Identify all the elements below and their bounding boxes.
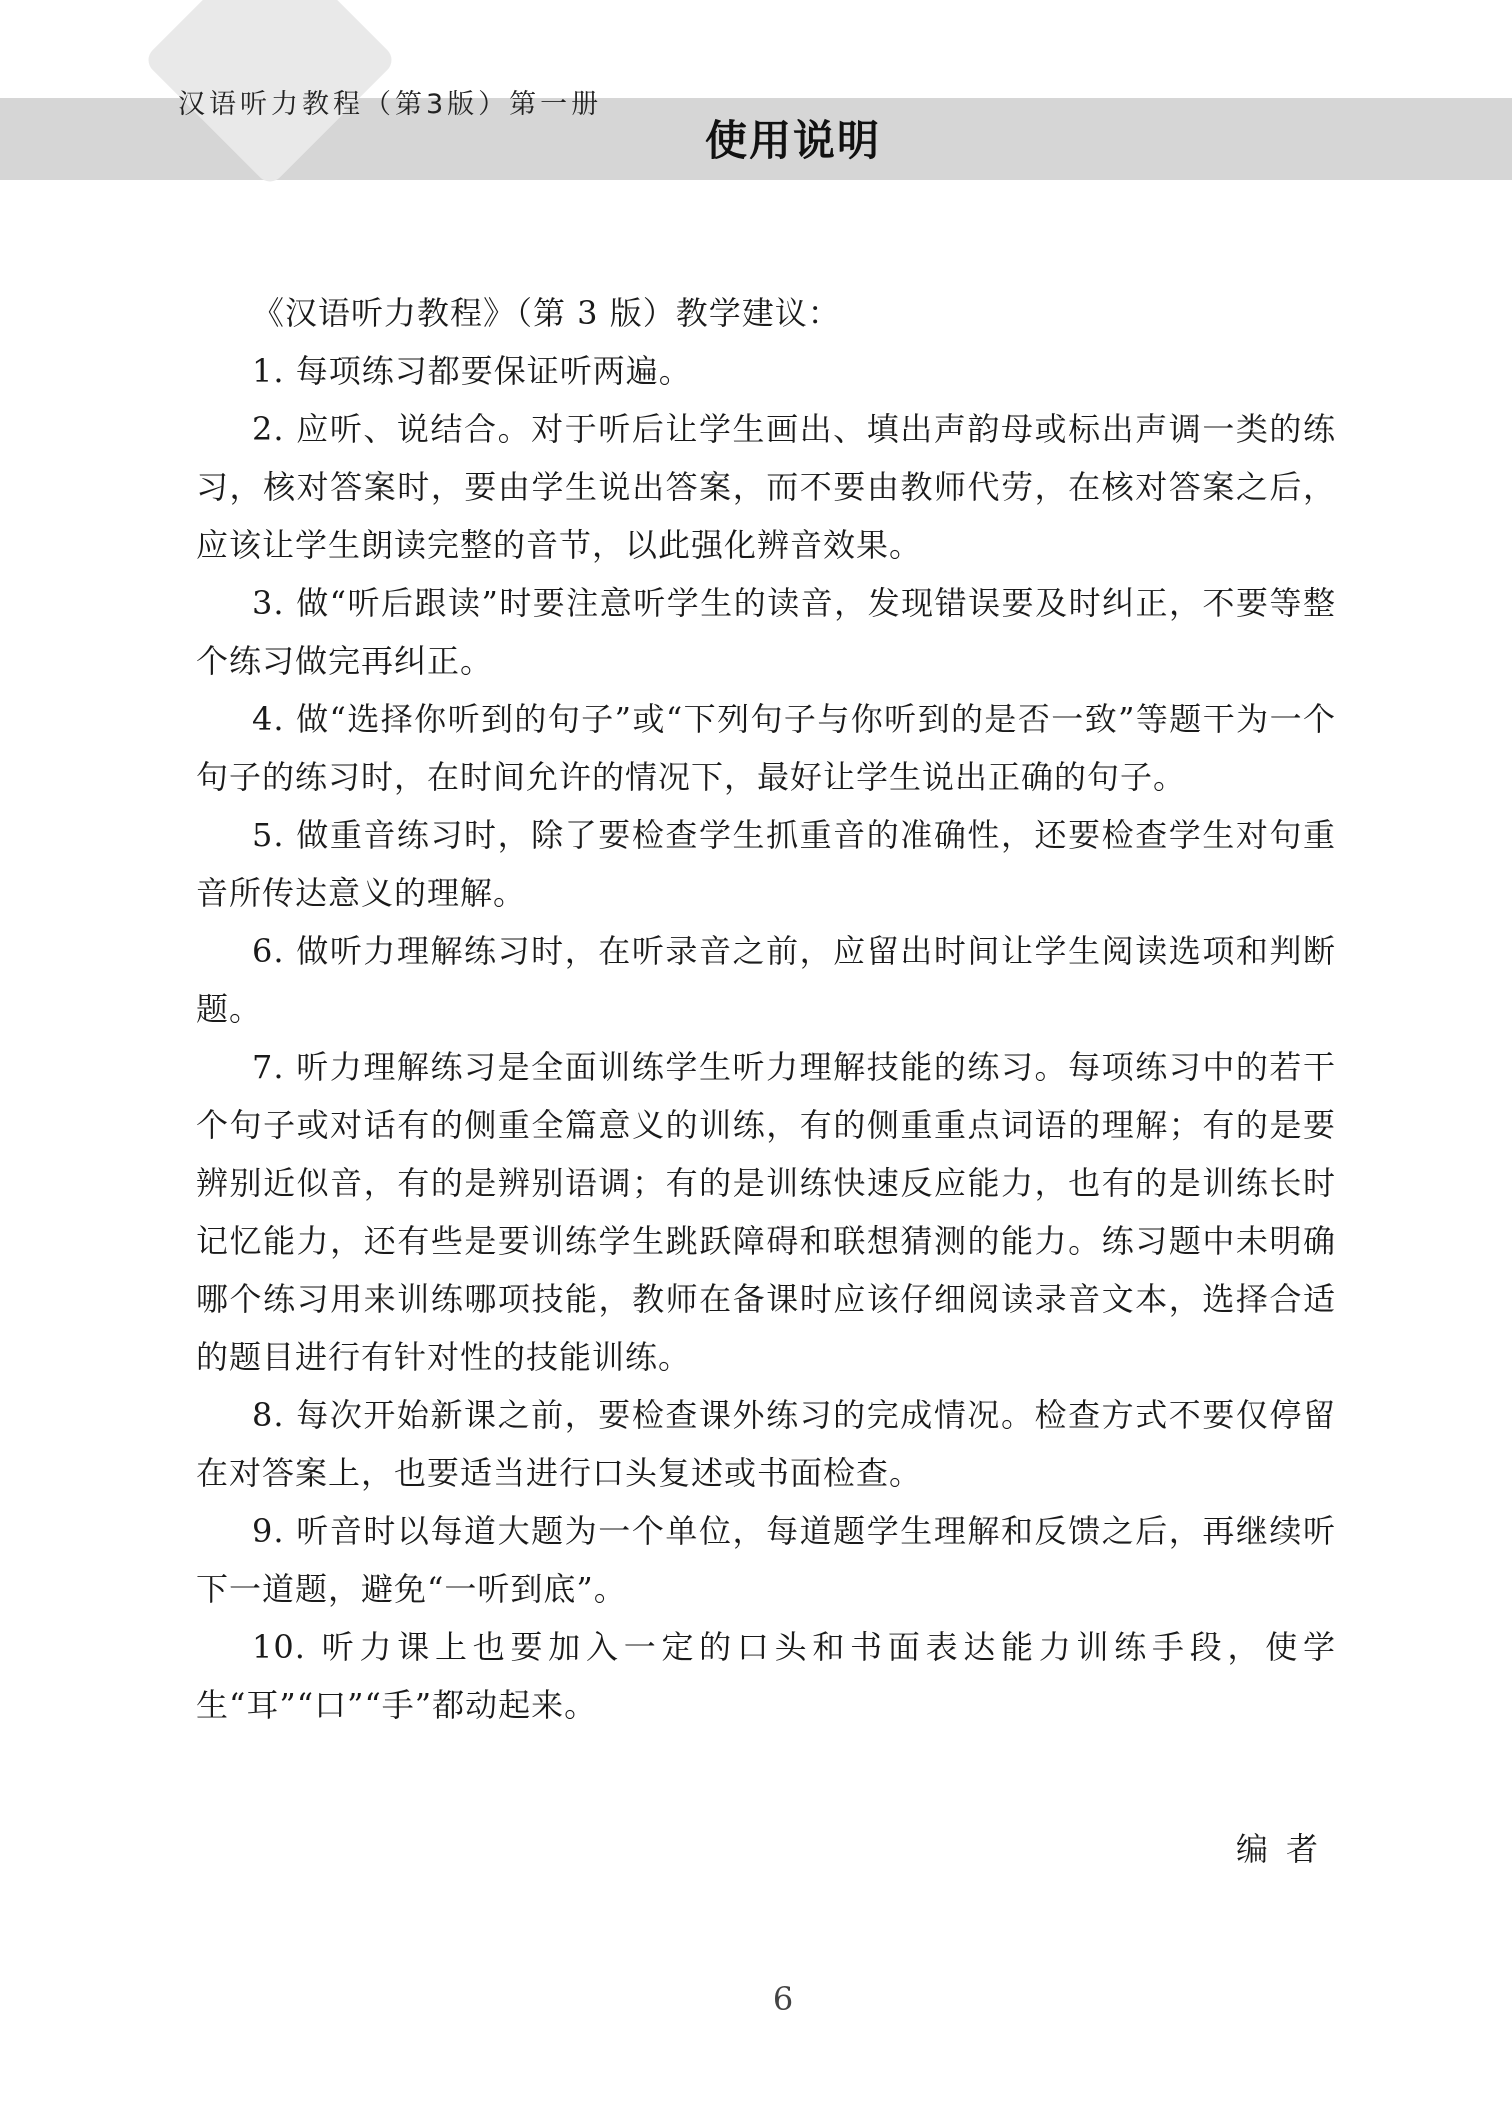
suggestion-1: 1. 每项练习都要保证听两遍。 — [252, 352, 692, 390]
author-signature: 编者 — [1235, 1830, 1336, 1868]
suggestion-5: 5. 做重音练习时，除了要检查学生抓重音的准确性，还要检查学生对句重音所传达意义的理解。 — [196, 816, 1336, 912]
suggestion-2: 2. 应听、说结合。对于听后让学生画出、填出声韵母或标出声调一类的练习，核对答案时，要由学生说出答案，而不要由教师代劳，在核对答案之后，应该让学生朗读完整的音节，以此强化辨音效果。 — [196, 410, 1336, 564]
suggestion-6: 6. 做听力理解练习时，在听录音之前，应留出时间让学生阅读选项和判断题。 — [196, 932, 1336, 1028]
section-title: 使用说明 — [704, 116, 881, 165]
suggestion-9: 9. 听音时以每道大题为一个单位，每道题学生理解和反馈之后，再继续听下一道题，避免“一听到底”。 — [196, 1512, 1336, 1608]
suggestion-10: 10. 听力课上也要加入一定的口头和书面表达能力训练手段，使学生“耳”“口”“手”都动起来。 — [196, 1628, 1336, 1724]
suggestion-4: 4. 做“选择你听到的句子”或“下列句子与你听到的是否一致”等题干为一个句子的练习时，在时间允许的情况下，最好让学生说出正确的句子。 — [196, 700, 1336, 796]
instructions-body — [196, 284, 1336, 1734]
page-number: 6 — [772, 1980, 794, 2018]
suggestion-7: 7. 听力理解练习是全面训练学生听力理解技能的练习。每项练习中的若干个句子或对话有的侧重全篇意义的训练，有的侧重重点词语的理解；有的是要辨别近似音，有的是辨别语调；有的是训练快速反应能力，也有的是训练长时记忆能力，还有些是要训练学生跳跃障碍和联想猜测的能力。练习题中未明确哪个练习用来训练哪项技能，教师在备课时应该仔细阅读录音文本，选择合适的题目进行有针对性的技能训练。 — [196, 1048, 1336, 1376]
book-title: 汉语听力教程（第3版）第一册 — [178, 89, 603, 120]
intro-paragraph: 《汉语听力教程》（第 3 版）教学建议： — [252, 294, 841, 332]
suggestion-3: 3. 做“听后跟读”时要注意听学生的读音，发现错误要及时纠正，不要等整个练习做完再纠正。 — [196, 584, 1336, 680]
suggestion-8: 8. 每次开始新课之前，要检查课外练习的完成情况。检查方式不要仅停留在对答案上，也要适当进行口头复述或书面检查。 — [196, 1396, 1336, 1492]
